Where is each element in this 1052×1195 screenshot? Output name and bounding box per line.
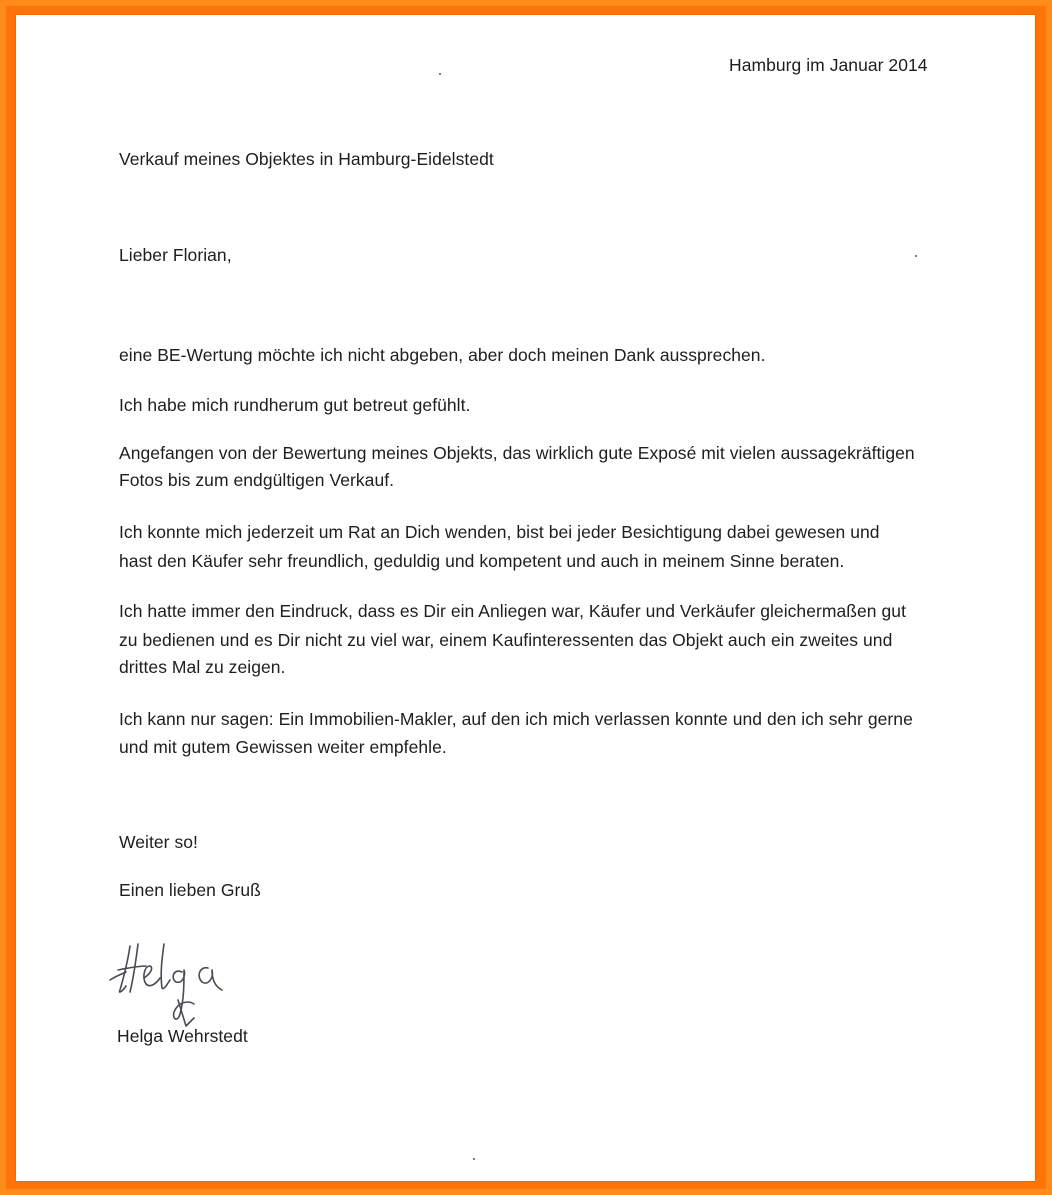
body-line: eine BE-Wertung möchte ich nicht abgeben, aber doch meinen Dank aussprechen. xyxy=(119,345,766,365)
subject-line: Verkauf meines Objektes in Hamburg-Eidelstedt xyxy=(119,149,494,169)
salutation: Lieber Florian, xyxy=(119,245,232,265)
signature-stroke xyxy=(199,968,222,990)
handwritten-signature xyxy=(108,938,248,1028)
date-line: Hamburg im Januar 2014 xyxy=(729,55,928,75)
scan-speck xyxy=(439,73,441,75)
body-line: und mit gutem Gewissen weiter empfehle. xyxy=(119,737,447,757)
scan-speck xyxy=(473,1158,475,1160)
body-line: Ich hatte immer den Eindruck, dass es Dir ein Anliegen war, Käufer und Verkäufer gleichermaßen gut xyxy=(119,601,906,621)
body-line: Fotos bis zum endgültigen Verkauf. xyxy=(119,470,395,490)
signature-stroke xyxy=(173,970,194,1019)
body-line: zu bedienen und es Dir nicht zu viel war, einem Kaufinteressenten das Objekt auch ein zweites und xyxy=(119,630,893,650)
closing-line: Weiter so! xyxy=(119,832,198,852)
scan-speck xyxy=(915,255,917,257)
signer-name: Helga Wehrstedt xyxy=(117,1026,248,1046)
body-line: Ich kann nur sagen: Ein Immobilien-Makler, auf den ich mich verlassen konnte und den ich sehr gerne xyxy=(119,709,913,729)
signature-stroke xyxy=(161,944,170,989)
body-line: drittes Mal zu zeigen. xyxy=(119,657,286,677)
body-line: Angefangen von der Bewertung meines Objekts, das wirklich gute Exposé mit vielen aussagekräftigen xyxy=(119,443,915,463)
signature-stroke xyxy=(144,966,160,986)
closing-greeting: Einen lieben Gruß xyxy=(119,880,261,900)
body-line: Ich habe mich rundherum gut betreut gefühlt. xyxy=(119,395,471,415)
body-line: hast den Käufer sehr freundlich, geduldig und kompetent und auch in meinem Sinne beraten. xyxy=(119,551,845,571)
signature-stroke xyxy=(118,966,146,970)
body-line: Ich konnte mich jederzeit um Rat an Dich wenden, bist bei jeder Besichtigung dabei gewesen und xyxy=(119,522,880,542)
